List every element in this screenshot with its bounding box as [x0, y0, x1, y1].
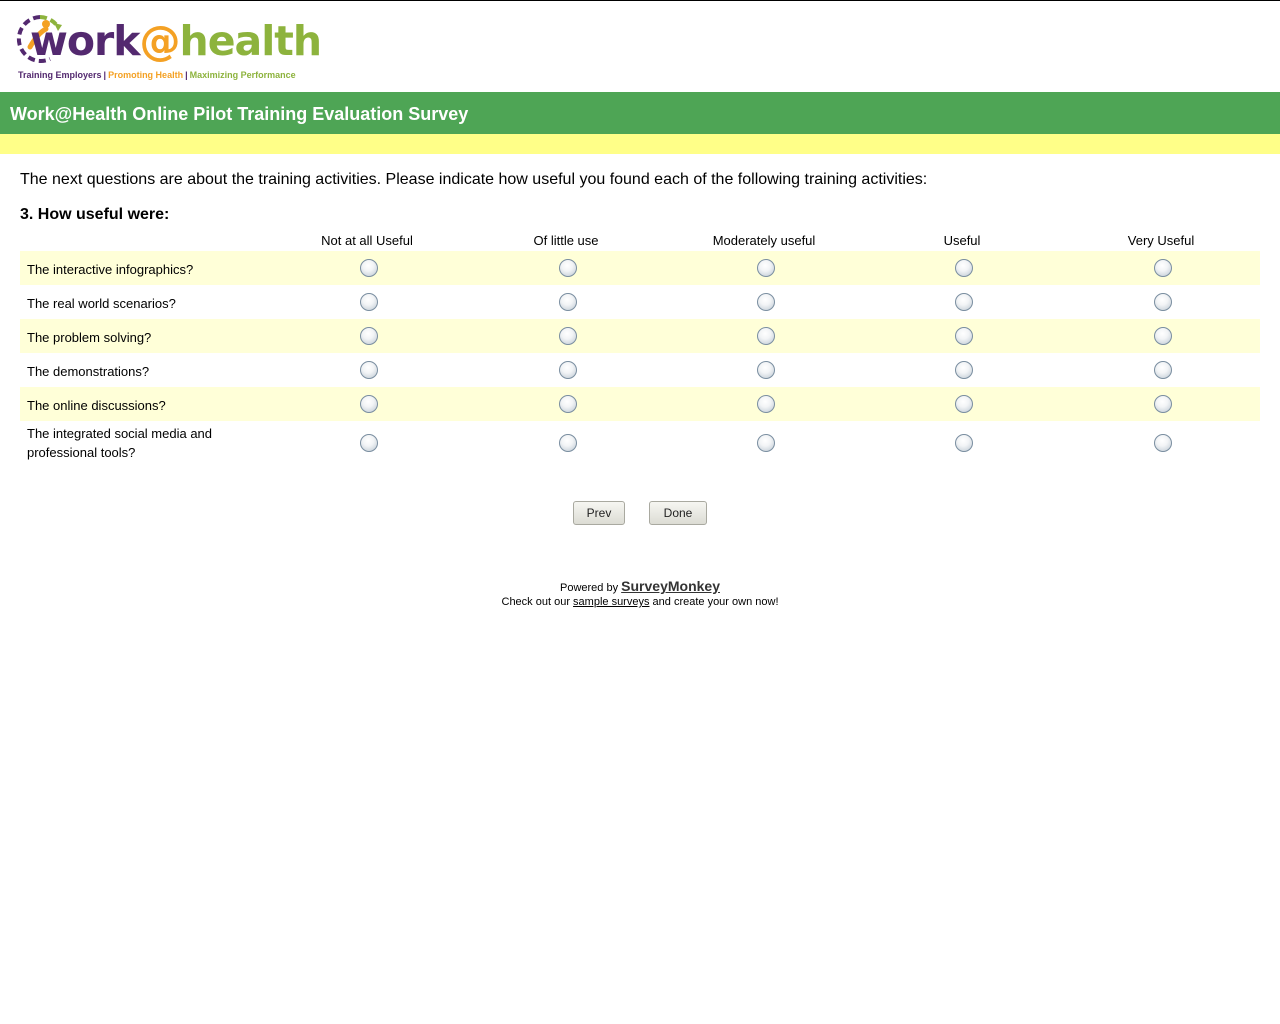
tagline-separator: | — [103, 70, 107, 80]
radio-of-little-use[interactable] — [559, 327, 577, 345]
surveymonkey-link[interactable]: SurveyMonkey — [621, 578, 720, 594]
radio-moderately-useful[interactable] — [757, 434, 775, 452]
prev-button[interactable]: Prev — [573, 501, 625, 525]
tagline-separator: | — [185, 70, 188, 80]
radio-moderately-useful[interactable] — [757, 259, 775, 277]
logo-word-at: @ — [139, 17, 180, 65]
logo-word-health: health — [179, 17, 322, 65]
sample-surveys-line — [0, 596, 1280, 608]
row-label: The online discussions? — [27, 398, 166, 413]
column-header: Very Useful — [1127, 233, 1195, 248]
radio-moderately-useful[interactable] — [757, 395, 775, 413]
logo-wordmark — [30, 17, 321, 65]
progress-strip — [0, 134, 1280, 154]
radio-useful[interactable] — [955, 327, 973, 345]
powered-by-line — [0, 578, 1280, 594]
powered-by-text: Powered by — [560, 582, 619, 594]
radio-of-little-use[interactable] — [559, 395, 577, 413]
row-label: The demonstrations? — [27, 364, 150, 379]
logo-word-work: work — [30, 17, 140, 65]
radio-useful[interactable] — [955, 259, 973, 277]
logo-tagline — [18, 70, 296, 80]
radio-of-little-use[interactable] — [559, 361, 577, 379]
question-title: 3. How useful were: — [20, 206, 170, 223]
radio-very-useful[interactable] — [1154, 434, 1172, 452]
radio-not-at-all-useful[interactable] — [360, 327, 378, 345]
check-out-text: Check out our — [501, 596, 570, 608]
create-own-text: and create your own now! — [652, 596, 779, 608]
radio-very-useful[interactable] — [1154, 259, 1172, 277]
intro-text: The next questions are about the training activities. Please indicate how useful you found each of the following training activities: — [20, 171, 928, 188]
radio-useful[interactable] — [955, 395, 973, 413]
column-header: Not at all Useful — [321, 233, 413, 248]
radio-very-useful[interactable] — [1154, 395, 1172, 413]
row-label: The integrated social media and professional tools? — [27, 426, 213, 460]
sample-surveys-link[interactable]: sample surveys — [573, 596, 650, 608]
radio-very-useful[interactable] — [1154, 361, 1172, 379]
radio-of-little-use[interactable] — [559, 434, 577, 452]
radio-of-little-use[interactable] — [559, 293, 577, 311]
done-button[interactable]: Done — [649, 501, 707, 525]
row-label: The real world scenarios? — [27, 296, 176, 311]
radio-very-useful[interactable] — [1154, 327, 1172, 345]
radio-not-at-all-useful[interactable] — [360, 434, 378, 452]
radio-not-at-all-useful[interactable] — [360, 361, 378, 379]
tagline-promoting: Promoting Health — [108, 70, 184, 80]
survey-title: Work@Health Online Pilot Training Evaluation Survey — [10, 104, 469, 124]
radio-useful[interactable] — [955, 361, 973, 379]
column-header: Moderately useful — [712, 233, 816, 248]
radio-useful[interactable] — [955, 434, 973, 452]
matrix-row — [20, 285, 1260, 319]
radio-not-at-all-useful[interactable] — [360, 395, 378, 413]
row-label: The problem solving? — [27, 330, 152, 345]
radio-not-at-all-useful[interactable] — [360, 259, 378, 277]
matrix-row — [20, 319, 1260, 353]
matrix-row — [20, 421, 1260, 465]
radio-moderately-useful[interactable] — [757, 293, 775, 311]
column-header: Of little use — [533, 233, 599, 248]
tagline-maximizing: Maximizing Performance — [189, 70, 296, 80]
radio-not-at-all-useful[interactable] — [360, 293, 378, 311]
radio-moderately-useful[interactable] — [757, 327, 775, 345]
matrix-header — [20, 229, 1260, 251]
row-label: The interactive infographics? — [27, 262, 194, 277]
matrix-row — [20, 387, 1260, 421]
radio-useful[interactable] — [955, 293, 973, 311]
radio-of-little-use[interactable] — [559, 259, 577, 277]
rating-matrix — [20, 229, 1260, 465]
matrix-row — [20, 353, 1260, 387]
tagline-training: Training Employers — [18, 70, 102, 80]
survey-title-bar — [0, 92, 1280, 134]
radio-moderately-useful[interactable] — [757, 361, 775, 379]
radio-very-useful[interactable] — [1154, 293, 1172, 311]
work-at-health-logo — [10, 11, 320, 85]
column-header: Useful — [943, 233, 981, 248]
matrix-row — [20, 251, 1260, 285]
